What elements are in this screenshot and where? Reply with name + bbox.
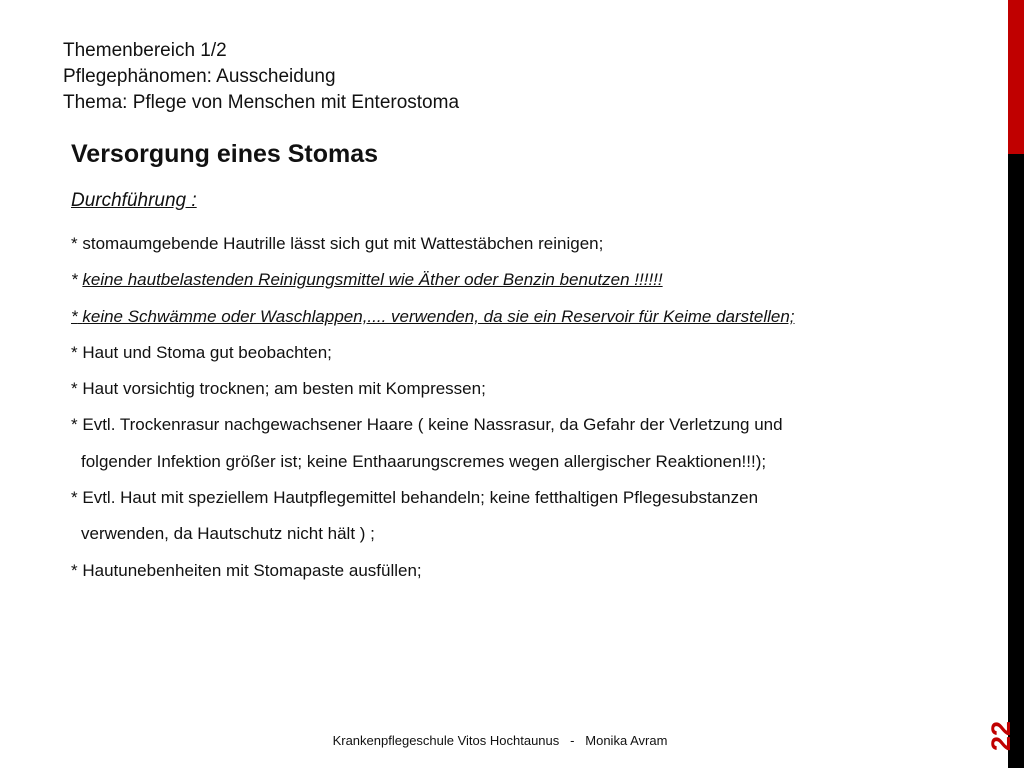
bullet-marker: *	[71, 234, 78, 253]
bullet-line	[71, 302, 951, 338]
bullet-text: Evtl. Haut mit speziellem Hautpflegemittel behandeln; keine fetthaltigen Pflegesubstanzen	[82, 488, 759, 508]
bullet-line	[71, 374, 951, 410]
bullet-marker: *	[71, 560, 78, 580]
bullet-text: verwenden, da Hautschutz nicht hält ) ;	[81, 524, 375, 544]
accent-bar-red	[1008, 0, 1024, 154]
accent-bar-black	[1008, 154, 1024, 768]
bullet-marker: *	[71, 342, 78, 362]
bullet-line	[71, 338, 951, 374]
bullet-marker: *	[71, 379, 78, 399]
bullet-continuation-line	[71, 447, 951, 483]
bullet-marker: *	[71, 415, 78, 435]
bullet-text: Haut und Stoma gut beobachten;	[82, 342, 332, 362]
header-theme: Thema: Pflege von Menschen mit Enterostoma	[63, 92, 460, 113]
header-care-phenomenon: Pflegephänomen: Ausscheidung	[63, 66, 336, 87]
bullet-line	[71, 483, 951, 519]
slide-header	[63, 38, 459, 116]
slide-footer: Krankenpflegeschule Vitos Hochtaunus - Monika Avram	[332, 733, 668, 748]
page-number: 22	[986, 720, 1016, 752]
bullet-text: folgender Infektion größer ist; keine Enthaarungscremes wegen allergischer Reaktionen!!!);	[81, 451, 767, 471]
bullet-text: keine Schwämme oder Waschlappen,.... verwenden, da sie ein Reservoir für Keime darstellen;	[82, 306, 795, 326]
bullet-text: stomaumgebende Hautrille lässt sich gut mit Wattestäbchen reinigen;	[82, 234, 604, 253]
bullet-marker: *	[71, 306, 78, 326]
bullet-list	[71, 229, 951, 592]
bullet-text: Evtl. Trockenrasur nachgewachsener Haare ( keine Nassrasur, da Gefahr der Verletzung und	[82, 415, 783, 435]
bullet-text: Hautunebenheiten mit Stomapaste ausfüllen;	[82, 560, 422, 580]
bullet-text: keine hautbelastenden Reinigungsmittel wie Äther oder Benzin benutzen !!!!!!	[82, 270, 663, 290]
bullet-line	[71, 265, 951, 301]
bullet-line	[71, 410, 951, 446]
section-subtitle: Durchführung :	[71, 190, 197, 211]
bullet-text: Haut vorsichtig trocknen; am besten mit Kompressen;	[82, 379, 486, 399]
bullet-marker: *	[71, 488, 78, 508]
bullet-continuation-line	[71, 519, 951, 555]
header-topic-area: Themenbereich 1/2	[63, 40, 227, 61]
slide-title: Versorgung eines Stomas	[71, 140, 379, 168]
bullet-line	[71, 556, 951, 592]
bullet-marker: *	[71, 270, 78, 290]
bullet-line	[71, 229, 951, 265]
